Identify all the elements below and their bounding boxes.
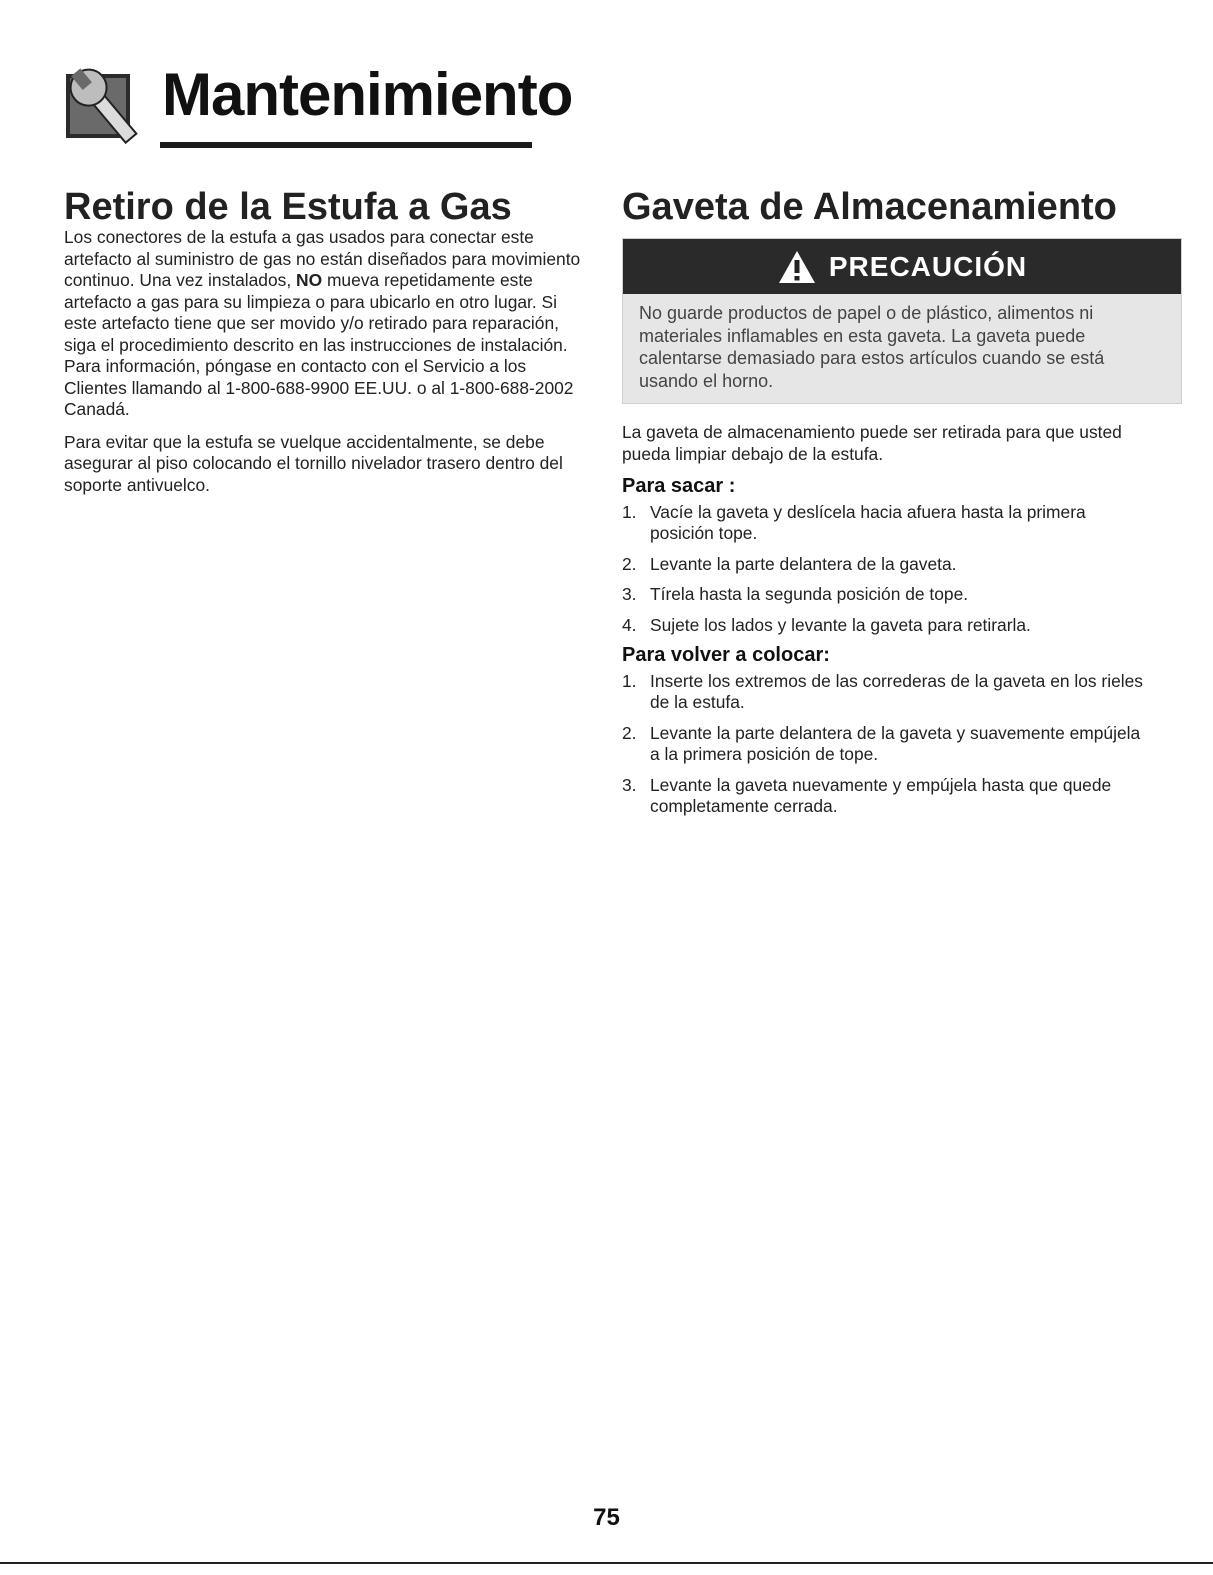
step-number: 3. [622, 774, 637, 795]
paragraph-text: mueva repetidamente este artefacto a gas para su limpieza o para ubicarlo en otro lugar. Si este artefacto tiene que ser movido y/o retirado para reparación, siga el procedimiento descrito en las instrucciones de instalación. Para información, póngase en contacto con el Servicio a los Clientes llamando al 1-800-688-9900 EE.UU. o al 1-800-688-2002 Canadá. [64, 270, 574, 419]
emphasis-text: NO [296, 270, 323, 290]
step-number: 2. [622, 553, 637, 574]
bottom-divider [0, 1562, 1213, 1564]
page-title: Mantenimiento [162, 61, 573, 128]
step-number: 1. [622, 670, 637, 691]
section-header [64, 56, 573, 156]
step-number: 1. [622, 501, 637, 522]
caution-box [622, 238, 1182, 404]
subheading-replace: Para volver a colocar: [622, 644, 830, 666]
list-item [622, 502, 1152, 545]
step-text: Tírela hasta la segunda posición de tope. [650, 584, 969, 604]
section-heading-storage-drawer: Gaveta de Almacenamiento [622, 186, 1117, 228]
list-item [622, 775, 1152, 818]
paragraph-text: Los conectores de la estufa a gas usados para conectar este artefacto al suministro de gas no están diseñados para movimiento continuo. Una vez instalados, [64, 227, 581, 290]
wrench-icon [64, 60, 144, 150]
caution-label: PRECAUCIÓN [828, 250, 1028, 282]
list-item [622, 584, 1152, 606]
step-text: Sujete los lados y levante la gaveta para retirarla. [650, 614, 1031, 635]
step-number: 2. [622, 722, 637, 743]
replace-steps-list [622, 671, 1152, 818]
step-text: Levante la parte delantera de la gaveta. [650, 553, 957, 574]
step-number: 4. [622, 614, 637, 635]
step-text: Vacíe la gaveta y deslícela hacia afuera hasta la primera posición tope. [650, 501, 1086, 543]
caution-text: No guarde productos de papel o de plástico, alimentos ni materiales inflamables en esta gaveta. La gaveta puede calentarse demasiado para estos artículos cuando se está usando el horno. [639, 303, 1105, 391]
page-number: 75 [593, 1504, 620, 1531]
caution-banner [623, 239, 1181, 294]
remove-steps-list [622, 502, 1152, 637]
list-item [622, 671, 1152, 714]
paragraph [64, 227, 589, 421]
subheading-remove: Para sacar : [622, 475, 736, 497]
paragraph: Para evitar que la estufa se vuelque accidentalmente, se debe asegurar al piso colocando el tornillo nivelador trasero dentro del soporte antivuelco. [64, 431, 563, 495]
list-item [622, 723, 1152, 766]
section-heading-stove-removal: Retiro de la Estufa a Gas [64, 186, 512, 228]
step-text: Inserte los extremos de las correderas de la gaveta en los rieles de la estufa. [650, 670, 1143, 712]
list-item [622, 554, 1152, 576]
step-text: Levante la gaveta nuevamente y empújela hasta que quede completamente cerrada. [650, 774, 1112, 816]
step-text: Levante la parte delantera de la gaveta y suavemente empújela a la primera posición de tope. [650, 722, 1141, 764]
list-item [622, 615, 1152, 637]
step-number: 3. [622, 584, 637, 604]
title-underline [160, 142, 532, 148]
intro-paragraph: La gaveta de almacenamiento puede ser retirada para que usted pueda limpiar debajo de la estufa. [622, 422, 1122, 464]
right-column [622, 422, 1152, 827]
warning-triangle-icon [777, 249, 817, 285]
left-column [64, 227, 589, 507]
